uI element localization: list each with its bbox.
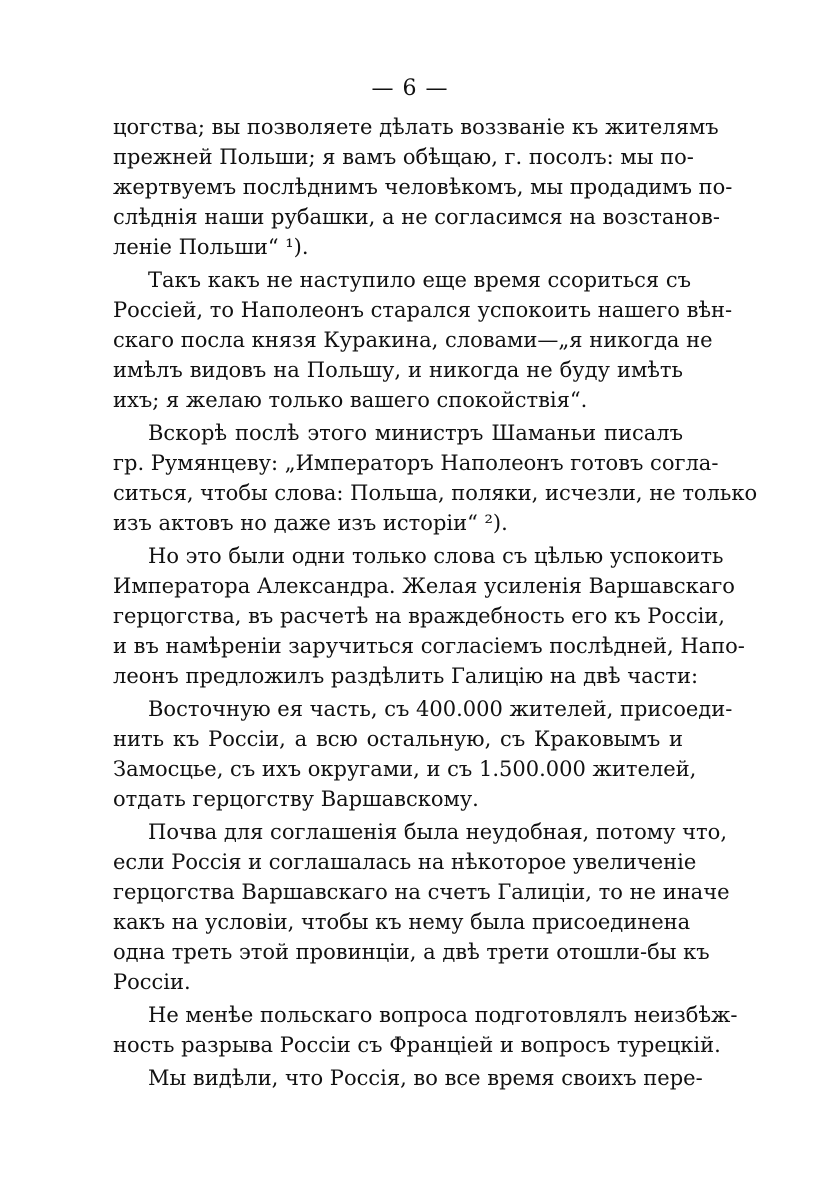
text-line: имѣлъ видовъ на Польшу, и никогда не буду имѣть (113, 358, 683, 382)
text-line: ситься, чтобы слова: Польша, поляки, исчезли, не только (113, 481, 758, 505)
text-line: цогства; вы позволяете дѣлать воззваніе къ жителямъ (113, 115, 719, 139)
text-line: скаго посла князя Куракина, словами—„я никогда не (113, 328, 713, 352)
text-line: и въ намѣреніи заручиться согласіемъ послѣдней, Напо- (113, 634, 745, 658)
text-line: ность разрыва Россіи съ Франціей и вопросъ турецкій. (113, 1033, 721, 1057)
paragraph-first-line: Но это были одни только слова съ цѣлью успокоить (148, 544, 724, 568)
text-line: ихъ; я желаю только вашего спокойствія“. (113, 388, 588, 412)
paragraph-first-line: Восточную ея часть, съ 400.000 жителей, присоеди- (148, 697, 733, 721)
text-line: Россіей, то Наполеонъ старался успокоить нашего вѣн- (113, 298, 733, 322)
text-line: леніе Польши“ ¹). (113, 235, 309, 259)
text-line: герцогства, въ расчетѣ на враждебность его къ Россіи, (113, 604, 725, 628)
text-line: Россіи. (113, 970, 191, 994)
page-number: — 6 — (371, 76, 449, 101)
text-line: герцогства Варшавскаго на счетъ Галиціи, то не иначе (113, 880, 730, 904)
text-line: слѣднія наши рубашки, а не согласимся на возстанов- (113, 205, 720, 229)
paragraph-first-line: Не менѣе польскаго вопроса подготовлялъ неизбѣж- (148, 1003, 738, 1027)
text-line: прежней Польши; я вамъ обѣщаю, г. посолъ: мы по- (113, 145, 694, 169)
paragraph-first-line: Почва для соглашенія была неудобная, потому что, (148, 820, 727, 844)
text-line: Императора Александра. Желая усиленія Варшавскаго (113, 574, 735, 598)
paragraph-first-line: Вскорѣ послѣ этого министръ Шаманьи писалъ (148, 421, 683, 445)
text-line: жертвуемъ послѣднимъ человѣкомъ, мы продадимъ по- (113, 175, 733, 199)
paragraph-first-line: Мы видѣли, что Россія, во все время своихъ пере- (148, 1066, 703, 1090)
text-line: одна треть этой провинціи, а двѣ трети отошли-бы къ (113, 940, 710, 964)
paragraph-first-line: Такъ какъ не наступило еще время ссориться съ (148, 268, 691, 292)
text-line: изъ актовъ но даже изъ исторіи“ ²). (113, 511, 508, 535)
text-line: если Россія и соглашалась на нѣкоторое увеличеніе (113, 850, 697, 874)
text-line: гр. Румянцеву: „Императоръ Наполеонъ готовъ согла- (113, 451, 719, 475)
text-line: леонъ предложилъ раздѣлить Галицію на двѣ части: (113, 664, 699, 688)
text-line: Замосцье, съ ихъ округами, и съ 1.500.000 жителей, (113, 757, 697, 781)
text-line: какъ на условіи, чтобы къ нему была присоединена (113, 910, 691, 934)
text-line: нить къ Россіи, а всю остальную, съ Краковымъ и (113, 727, 683, 751)
text-line: отдать герцогству Варшавскому. (113, 787, 479, 811)
